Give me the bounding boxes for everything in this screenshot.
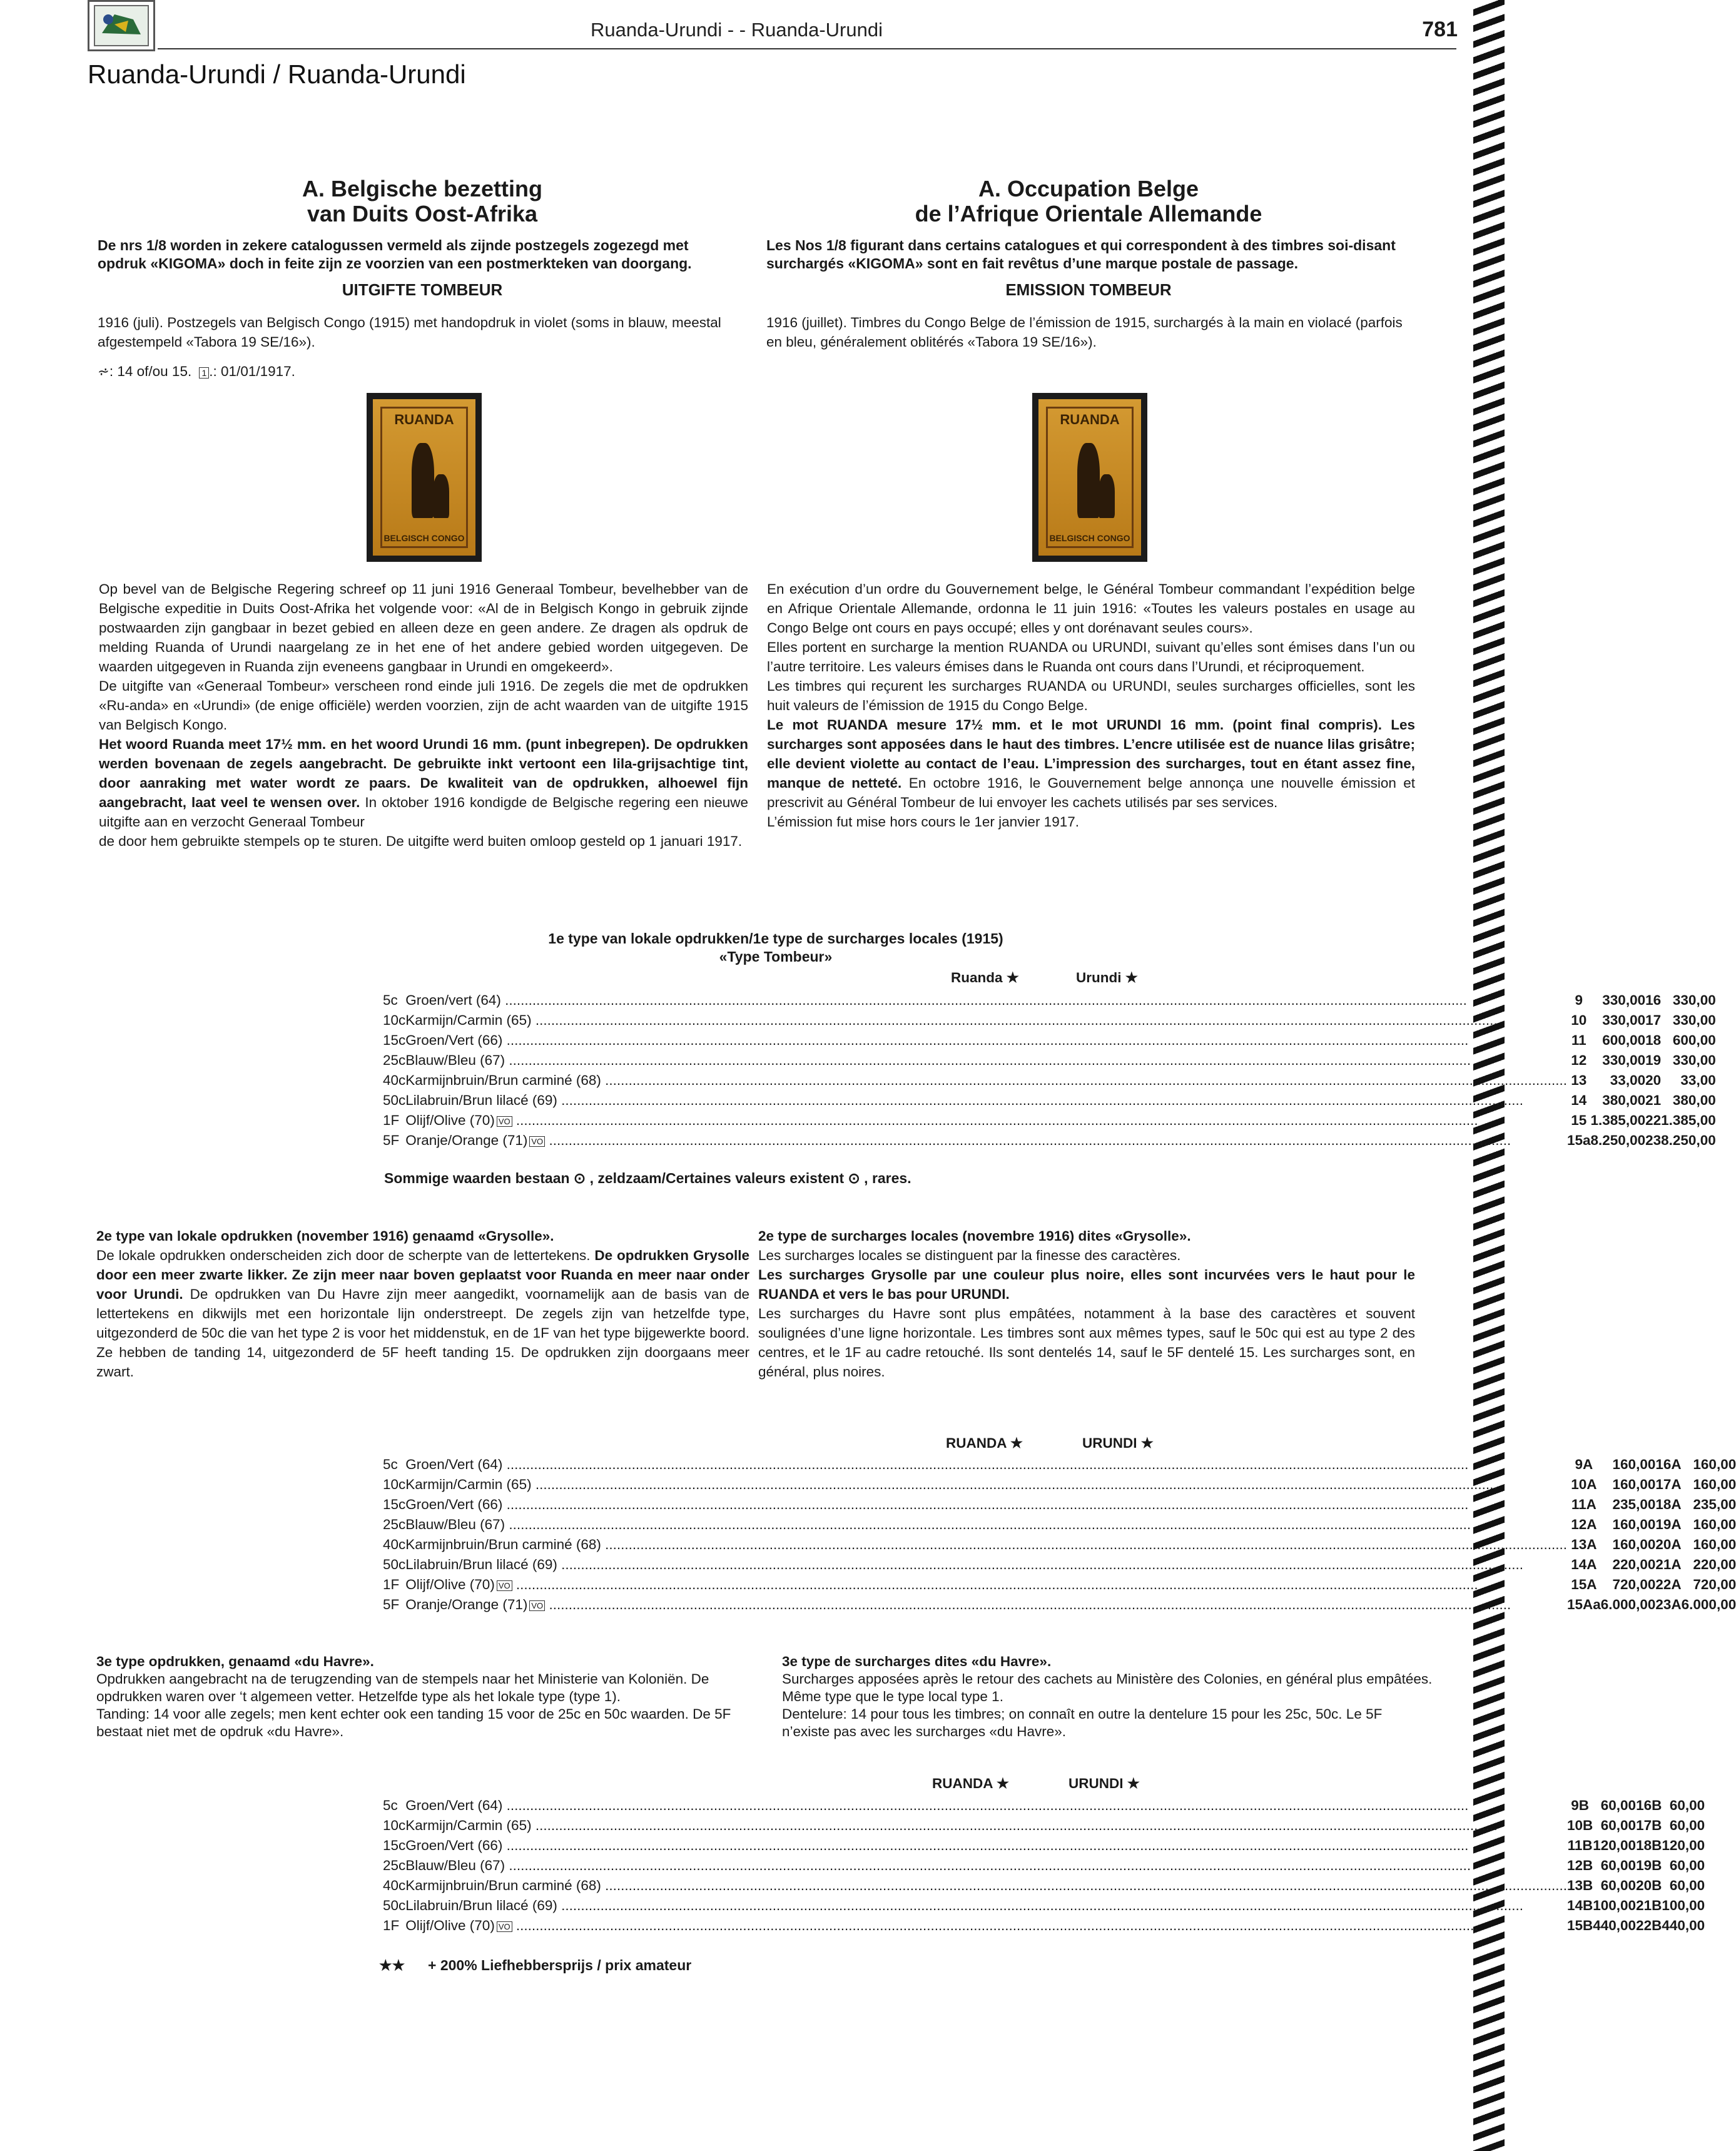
table-row [383, 1495, 1736, 1515]
stamp-color [405, 1515, 1567, 1535]
table-row [383, 1555, 1736, 1575]
type3-right-t2: Dentelure: 14 pour tous les timbres; on connaît en outre la dentelure 15 pour les 25c, 50c. Le 5F n’existe pas avec les surcharges «du Havre». [782, 1706, 1383, 1739]
stamp-color-label: Olijf/Olive (70) [405, 1577, 495, 1592]
ruanda-price: 220,00 [1612, 1557, 1656, 1572]
stamp-color [405, 1495, 1567, 1515]
urundi-price: 60,00 [1669, 1798, 1705, 1813]
right-body-p4-bold: Le mot RUANDA mesure 17½ mm. et le mot URUNDI 16 mm. (point final compris). Les surcharges sont apposées dans le haut des timbres. L’encre utilisée est de nuance lilas grisâtre; elle devient violette au contact de l’eau. L’impression des surcharges, tout en étant assez fine, manque de netteté. [767, 717, 1415, 791]
table-row [383, 1050, 1716, 1070]
type2-left-b1: De opdrukken Grysolle door een meer zwarte likker. Ze zijn meer naar boven geplaatst voor Ruanda en meer naar onder voor Urundi. [96, 1248, 749, 1302]
type2-right-title: 2e type de surcharges locales (novembre 1916) dites «Grysolle». [758, 1228, 1191, 1244]
ruanda-price: 600,00 [1602, 1032, 1646, 1048]
table-row [383, 1575, 1736, 1595]
urundi-price: 160,00 [1693, 1477, 1736, 1492]
table-row [383, 1131, 1716, 1151]
table-row [383, 1856, 1705, 1876]
stamp-color-name [405, 1477, 1567, 1493]
ruanda-number: 10B [1566, 1818, 1593, 1833]
ruanda-number: 10A [1571, 1477, 1597, 1492]
stamp-color-label: Groen/Vert (64) [405, 1798, 503, 1813]
ruanda-number: 15a [1566, 1132, 1591, 1148]
stamp-overprint: RUANDA [394, 412, 454, 427]
ruanda-number: 12B [1566, 1858, 1593, 1873]
urundi-price: 6.000,00 [1681, 1597, 1736, 1612]
stamp-color-label: Blauw/Bleu (67) [405, 1858, 505, 1873]
stamp-color [405, 1796, 1567, 1816]
denomination: 10c [383, 1477, 406, 1492]
table3-note: + 200% Liefhebbersprijs / prix amateur [428, 1957, 692, 1973]
left-heading-2: van Duits Oost-Afrika [307, 201, 538, 226]
table2 [383, 1455, 1736, 1615]
stamp-color-name [405, 1557, 1567, 1573]
stamp-color-name [405, 1878, 1567, 1894]
stamp-color [405, 1836, 1567, 1856]
right-intro: Les Nos 1/8 figurant dans certains catalogues et qui correspondent à des timbres soi-disant surchargés «KIGOMA» sont en fait revêtus d’une marque postale de passage. [766, 237, 1396, 272]
table1-note: Sommige waarden bestaan ⊙ , zeldzaam/Certaines valeurs existent ⊙ , rares. [384, 1170, 911, 1186]
right-issue-title: EMISSION TOMBEUR [1005, 280, 1172, 299]
type2-right-b1: Les surcharges Grysolle par une couleur plus noire, elles sont incurvées vers le haut pour le RUANDA et vers le bas pour URUNDI. [758, 1267, 1415, 1302]
urundi-price: 160,00 [1693, 1517, 1736, 1532]
urundi-number: 20B [1636, 1878, 1662, 1893]
ruanda-number: 15B [1566, 1918, 1593, 1933]
table1-subtitle: «Type Tombeur» [719, 948, 833, 965]
type2-left-text [96, 1246, 749, 1381]
stamp-image-left [367, 393, 482, 562]
left-issue-text: 1916 (juli). Postzegels van Belgisch Congo (1915) met handopdruk in violet (soms in blauw, meestal afgestempeld «Tabora 19 SE/16»). [98, 315, 721, 350]
type2-left-t1: De lokale opdrukken onderscheiden zich door de scherpte van de lettertekens. [96, 1248, 591, 1263]
stamp-color [405, 1816, 1567, 1836]
vo-badge: VO [497, 1921, 512, 1932]
stamp-color [405, 1050, 1567, 1070]
ruanda-number: 15 [1571, 1112, 1587, 1128]
right-body-p3: Les timbres qui reçurent les surcharges RUANDA ou URUNDI, seules surcharges officielles, sont les huit valeurs de l’émission de 1915 du Congo Belge. [767, 678, 1415, 713]
ruanda-number: 13A [1571, 1537, 1597, 1552]
stamp-color-label: Karmijn/Carmin (65) [405, 1818, 532, 1833]
stamp-color-name [405, 1052, 1567, 1069]
stamp-color-name [405, 992, 1567, 1009]
stamp-color-label: Groen/Vert (64) [405, 1457, 503, 1472]
stamp-color-label: Olijf/Olive (70) [405, 1918, 495, 1933]
urundi-number: 17 [1645, 1012, 1662, 1028]
urundi-price: 160,00 [1693, 1457, 1736, 1472]
ruanda-price: 160,00 [1612, 1457, 1656, 1472]
type3-left [96, 1653, 764, 1741]
right-heading-2: de l’Afrique Orientale Allemande [915, 201, 1262, 226]
ruanda-price: 160,00 [1612, 1477, 1656, 1492]
ruanda-price: 440,00 [1593, 1918, 1637, 1933]
perforation-icon: ⩫: [98, 364, 118, 379]
ruanda-price: 100,00 [1593, 1898, 1637, 1913]
left-body-p3-rest: In oktober 1916 kondigde de Belgische regering een nieuwe uitgifte aan en verzocht Generaal Tombeur [99, 795, 748, 830]
header-rule [158, 48, 1456, 49]
stamp-color-name [405, 1818, 1567, 1834]
denomination: 5c [383, 1798, 398, 1813]
stamp-color-name [405, 1457, 1567, 1473]
stamp-color-label: Groen/Vert (66) [405, 1838, 503, 1853]
stamp-color-name [405, 1517, 1567, 1533]
stamp-color [405, 1595, 1567, 1615]
ruanda-number: 11A [1571, 1497, 1596, 1512]
ruanda-number: 14B [1566, 1898, 1593, 1913]
stamp-color-name [405, 1537, 1567, 1553]
urundi-price: 100,00 [1662, 1898, 1705, 1913]
right-issue-text: 1916 (juillet). Timbres du Congo Belge de l’émission de 1915, surchargés à la main en violacé (parfois en bleu, généralement oblitérés «Tabora 19 SE/16»). [766, 315, 1403, 350]
ruanda-price: 160,00 [1612, 1517, 1656, 1532]
ruanda-number: 11B [1567, 1838, 1593, 1853]
ruanda-number: 13B [1566, 1878, 1593, 1893]
ruanda-price: 60,00 [1600, 1858, 1637, 1873]
stamp-color-label: Groen/vert (64) [405, 992, 501, 1008]
stamp-color [405, 1010, 1567, 1030]
stamp-color [405, 1070, 1567, 1091]
stamp-country: BELGISCH CONGO [1049, 533, 1130, 543]
left-heading-1: A. Belgische bezetting [302, 176, 543, 201]
ruanda-price: 33,00 [1610, 1072, 1646, 1088]
ruanda-price: 8.250,00 [1590, 1132, 1646, 1148]
urundi-price: 8.250,00 [1661, 1132, 1716, 1148]
ruanda-number: 15A [1571, 1577, 1597, 1592]
stamp-color-name [405, 1132, 1567, 1149]
urundi-price: 330,00 [1672, 1012, 1716, 1028]
page-title: Ruanda-Urundi / Ruanda-Urundi [88, 59, 466, 89]
type3-left-title: 3e type opdrukken, genaamd «du Havre». [96, 1654, 374, 1669]
urundi-number: 20 [1645, 1072, 1662, 1088]
stamp-color-label: Olijf/Olive (70) [405, 1112, 495, 1128]
ruanda-number: 14A [1571, 1557, 1597, 1572]
stamp-color [405, 1091, 1567, 1111]
table-row [383, 1595, 1736, 1615]
denomination: 25c [383, 1517, 406, 1532]
urundi-price: 600,00 [1672, 1032, 1716, 1048]
right-body-p4-rest: En octobre 1916, le Gouvernement belge annonça une nouvelle émission et prescrivit au Général Tombeur de lui envoyer les cachets utilisés par ses services. [767, 775, 1416, 810]
ruanda-price: 330,00 [1602, 992, 1646, 1008]
stamp-overprint: RUANDA [1060, 412, 1120, 427]
urundi-number: 23 [1645, 1132, 1662, 1148]
running-title: Ruanda-Urundi - - Ruanda-Urundi [591, 19, 883, 41]
ruanda-price: 60,00 [1600, 1798, 1637, 1813]
table2-col-urundi: URUNDI ★ [1082, 1435, 1154, 1451]
urundi-price: 120,00 [1662, 1838, 1705, 1853]
type3-left-t1: Opdrukken aangebracht na de terugzending van de stempels naar het Ministerie van Koloniën. De opdrukken waren over ‘t algemeen vetter. Hetzelfde type als het lokale type (type 1). [96, 1671, 709, 1704]
ruanda-number: 9B [1571, 1798, 1589, 1813]
left-body-p1: Op bevel van de Belgische Regering schreef op 11 juni 1916 Generaal Tombeur, bevelhebber van de Belgische expeditie in Duits Oost-Afrika het volgende voor: «Al de in Belgisch Kongo in gebruik zijnde postwaarden zijn gangbaar in bezet gebied en alleen deze en geen andere. Ze dragen als opdruk de melding Ruanda of Urundi naargelang ze in het ene of het andere gebied worden uitgegeven. De waarden uitgegeven in Ruanda zijn eveneens gangbaar in Urundi en omgekeerd». [99, 581, 748, 674]
table-row [383, 1070, 1716, 1091]
vo-badge: VO [497, 1116, 512, 1127]
urundi-number: 18A [1655, 1497, 1682, 1512]
denomination: 1F [383, 1577, 400, 1592]
vo-badge: VO [529, 1136, 545, 1147]
table-row [383, 1896, 1705, 1916]
ruanda-price: 330,00 [1602, 1012, 1646, 1028]
table-row [383, 1836, 1705, 1856]
urundi-number: 19B [1636, 1858, 1662, 1873]
stamp-color [405, 1030, 1567, 1050]
ruanda-price: 60,00 [1600, 1878, 1637, 1893]
ruanda-number: 9 [1575, 992, 1583, 1008]
denomination: 1F [383, 1918, 400, 1933]
table1 [383, 990, 1716, 1151]
stamp-color-name [405, 1012, 1567, 1029]
stamp-color-name [405, 1898, 1567, 1914]
denomination: 40c [383, 1072, 406, 1088]
ruanda-price: 160,00 [1612, 1537, 1656, 1552]
type2-right-t1: Les surcharges locales se distinguent par la finesse des caractères. [758, 1248, 1181, 1263]
stamp-color-name [405, 1497, 1567, 1513]
table3-note-star: ★★ [379, 1957, 405, 1973]
stamp-color-label: Karmijnbruin/Brun carminé (68) [405, 1072, 601, 1088]
stamp-color-label: Blauw/Bleu (67) [405, 1517, 505, 1532]
urundi-number: 21 [1645, 1092, 1662, 1108]
ruanda-number: 14 [1571, 1092, 1587, 1108]
denomination: 50c [383, 1898, 406, 1913]
denomination: 5c [383, 1457, 398, 1472]
urundi-price: 235,00 [1693, 1497, 1736, 1512]
table-row [383, 1876, 1705, 1896]
urundi-number: 23A [1655, 1597, 1682, 1612]
table-row [383, 1916, 1705, 1936]
ruanda-price: 330,00 [1602, 1052, 1646, 1068]
stamp-color [405, 1111, 1567, 1131]
table-row [383, 1796, 1705, 1816]
table3-col-ruanda: RUANDA ★ [932, 1776, 1010, 1791]
urundi-price: 60,00 [1669, 1858, 1705, 1873]
urundi-number: 16A [1655, 1457, 1682, 1472]
stamp-color [405, 990, 1567, 1010]
table-row [383, 1535, 1736, 1555]
ruanda-number: 12 [1571, 1052, 1587, 1068]
stamp-color [405, 1555, 1567, 1575]
urundi-price: 160,00 [1693, 1537, 1736, 1552]
urundi-price: 60,00 [1669, 1818, 1705, 1833]
table-row [383, 1515, 1736, 1535]
left-body-p2: De uitgifte van «Generaal Tombeur» verscheen rond einde juli 1916. De zegels die met de opdrukken «Ru-anda» en «Urundi» (de enige officiële) werden voorzien, zijn de acht waarden van de uitgifte 1915 van Belgisch Kongo. [99, 678, 748, 733]
type3-left-t2: Tanding: 14 voor alle zegels; men kent echter ook een tanding 15 voor de 25c en 50c waarden. De 5F bestaat niet met de opdruk «du Havre». [96, 1706, 731, 1739]
ruanda-number: 9A [1575, 1457, 1593, 1472]
urundi-number: 18 [1645, 1032, 1662, 1048]
table-row [383, 990, 1716, 1010]
type2-left-t2: De opdrukken van Du Havre zijn meer aangedikt, voornamelijk aan de basis van de lettertekens en dikwijls met een horizontale lijn onderstreept. De zegels zijn van hetzelfde type, uitgezonderd de 50c die van het type 2 is voor het middenstuk, en de 1F van het type bijgewerkte boord. Ze hebben de tanding 14, uitgezonderd de 5F heeft tanding 15. De opdrukken zijn doorgaans meer zwart. [96, 1286, 750, 1380]
left-perf-line [98, 362, 295, 381]
stamp-image-right [1032, 393, 1147, 562]
stamp-color-label: Karmijn/Carmin (65) [405, 1012, 532, 1028]
ruanda-price: 720,00 [1612, 1577, 1656, 1592]
denomination: 40c [383, 1878, 406, 1893]
urundi-number: 17A [1655, 1477, 1682, 1492]
right-body-p2: Elles portent en surcharge la mention RUANDA ou URUNDI, suivant qu’elles sont émises dans l’un ou l’autre territoire. Les valeurs émises dans le Ruanda ont cours dans l’Urundi, et réciproquement. [767, 639, 1415, 674]
stamp-color-name [405, 1032, 1567, 1049]
ruanda-number: 12A [1571, 1517, 1597, 1532]
left-issue-title: UITGIFTE TOMBEUR [342, 280, 503, 299]
ruanda-number: 10 [1571, 1012, 1587, 1028]
denomination: 25c [383, 1858, 406, 1873]
stamp-color-label: Oranje/Orange (71) [405, 1132, 528, 1148]
ruanda-price: 120,00 [1593, 1838, 1637, 1853]
denomination: 25c [383, 1052, 406, 1068]
table-row [383, 1475, 1736, 1495]
ruanda-number: 13 [1571, 1072, 1587, 1088]
stamp-country: BELGISCH CONGO [383, 533, 465, 543]
stamp-color [405, 1876, 1567, 1896]
urundi-price: 60,00 [1669, 1878, 1705, 1893]
table3-col-urundi: URUNDI ★ [1069, 1776, 1140, 1791]
ruanda-price: 6.000,00 [1600, 1597, 1656, 1612]
stamp-color [405, 1896, 1567, 1916]
stamp-color [405, 1475, 1567, 1495]
urundi-number: 22A [1655, 1577, 1682, 1592]
urundi-number: 20A [1655, 1537, 1682, 1552]
urundi-price: 330,00 [1672, 1052, 1716, 1068]
vo-badge: VO [529, 1600, 545, 1611]
type3-right-title: 3e type de surcharges dites «du Havre». [782, 1654, 1052, 1669]
stamp-color-label: Lilabruin/Brun lilacé (69) [405, 1898, 557, 1913]
table3 [383, 1796, 1705, 1936]
stamp-color [405, 1535, 1567, 1555]
ruanda-price: 380,00 [1602, 1092, 1646, 1108]
urundi-number: 22B [1636, 1918, 1662, 1933]
ruanda-price: 235,00 [1612, 1497, 1656, 1512]
urundi-number: 16 [1645, 992, 1662, 1008]
stamp-color-name [405, 1577, 1567, 1593]
denomination: 50c [383, 1557, 406, 1572]
stamp-color-name [405, 1858, 1567, 1874]
left-body-p3-bold: Het woord Ruanda meet 17½ mm. en het woord Urundi 16 mm. (punt inbegrepen). De opdrukken werden bovenaan de zegels aangebracht. De gebruikte inkt vertoont een lila-grijsachtige tint, door aanraking met water wordt ze paars. De kwaliteit van de opdrukken, alhoewel fijn aangebracht, laat veel te wensen over. [99, 736, 748, 810]
denomination: 15c [383, 1497, 406, 1512]
denomination: 10c [383, 1818, 406, 1833]
stamp-color-name [405, 1597, 1567, 1613]
denomination: 40c [383, 1537, 406, 1552]
type2-right [758, 1226, 1415, 1381]
stamp-color-name [405, 1092, 1567, 1109]
stamp-color-label: Oranje/Orange (71) [405, 1597, 528, 1612]
ruanda-number: 11 [1571, 1032, 1586, 1048]
left-intro: De nrs 1/8 worden in zekere catalogussen vermeld als zijnde postzegels zogezegd met opdruk «KIGOMA» doch in feite zijn ze voorzien van een postmerkteken van doorgang. [98, 237, 692, 272]
vo-badge: VO [497, 1580, 512, 1591]
type3-right [782, 1653, 1433, 1741]
left-body-p4: de door hem gebruikte stempels op te sturen. De uitgifte werd buiten omloop gesteld op 1 januari 1917. [99, 833, 743, 849]
table-row [383, 1010, 1716, 1030]
perforation-text: 14 of/ou 15. [117, 364, 192, 379]
urundi-number: 21B [1636, 1898, 1662, 1913]
table1-col-urundi: Urundi ★ [1076, 970, 1138, 985]
ruanda-price: 60,00 [1600, 1818, 1637, 1833]
urundi-number: 18B [1636, 1838, 1662, 1853]
right-body-p5: L’émission fut mise hors cours le 1er janvier 1917. [767, 814, 1079, 830]
stamp-color [405, 1856, 1567, 1876]
out-of-date-text: .: 01/01/1917. [209, 364, 295, 379]
denomination: 15c [383, 1032, 406, 1048]
stamp-color-label: Karmijn/Carmin (65) [405, 1477, 532, 1492]
type2-right-t2: Les surcharges du Havre sont plus empâtées, notamment à la base des caractères et souvent soulignées d’une ligne horizontale. Les timbres sont aux mêmes types, sauf le 50c qui est au type 2 des centres, et le 1F au cadre retouché. Ils sont dentelés 14, sauf le 5F dentelé 15. Les surcharges sont, en général, plus noires. [758, 1306, 1415, 1380]
stamp-color-name [405, 1112, 1567, 1129]
type3-right-t1: Surcharges apposées après le retour des cachets au Ministère des Colonies, en général plus empâtées. Même type que le type local type 1. [782, 1671, 1433, 1704]
table1-title: 1e type van lokale opdrukken/1e type de surcharges locales (1915) [548, 930, 1003, 947]
stamp-color-label: Karmijnbruin/Brun carminé (68) [405, 1537, 601, 1552]
table-row [383, 1816, 1705, 1836]
type2-left [96, 1226, 749, 1381]
table-row [383, 1455, 1736, 1475]
urundi-price: 220,00 [1693, 1557, 1736, 1572]
left-body-p3 [99, 735, 748, 831]
type2-left-title: 2e type van lokale opdrukken (november 1916) genaamd «Grysolle». [96, 1228, 554, 1244]
urundi-price: 33,00 [1680, 1072, 1716, 1088]
urundi-price: 720,00 [1693, 1577, 1736, 1592]
stamp-color-label: Lilabruin/Brun lilacé (69) [405, 1557, 557, 1572]
stamp-color [405, 1131, 1567, 1151]
urundi-number: 19A [1655, 1517, 1682, 1532]
urundi-number: 16B [1636, 1798, 1662, 1813]
urundi-price: 330,00 [1672, 992, 1716, 1008]
stamp-color [405, 1575, 1567, 1595]
urundi-price: 1.385,00 [1661, 1112, 1716, 1128]
urundi-number: 22 [1645, 1112, 1662, 1128]
table1-col-ruanda: Ruanda ★ [951, 970, 1019, 985]
table-row [383, 1111, 1716, 1131]
right-body-p4 [767, 715, 1415, 812]
denomination: 15c [383, 1838, 406, 1853]
denomination: 1F [383, 1112, 400, 1128]
denomination: 5c [383, 992, 398, 1008]
stamp-color-label: Groen/Vert (66) [405, 1032, 503, 1048]
right-body-p1: En exécution d’un ordre du Gouvernement belge, le Général Tombeur commandant l’expédition belge en Afrique Orientale Allemande, ordonna le 11 juin 1916: «Toutes les valeurs postales en usage au Congo Belge ont cours en pays occupé; elles y ont dorénavant seules cours». [767, 581, 1415, 636]
denomination: 10c [383, 1012, 406, 1028]
stamp-color [405, 1455, 1567, 1475]
stamp-color-label: Lilabruin/Brun lilacé (69) [405, 1092, 557, 1108]
stamp-color [405, 1916, 1567, 1936]
stamp-color-name [405, 1918, 1567, 1934]
urundi-number: 17B [1636, 1818, 1662, 1833]
denomination: 50c [383, 1092, 406, 1108]
ruanda-number: 15Aa [1566, 1597, 1601, 1612]
ruanda-price: 1.385,00 [1590, 1112, 1646, 1128]
right-heading-1: A. Occupation Belge [978, 176, 1199, 201]
table-row [383, 1091, 1716, 1111]
stamp-color-name [405, 1798, 1567, 1814]
right-body [767, 579, 1415, 831]
urundi-price: 440,00 [1662, 1918, 1705, 1933]
page-number: 781 [1422, 18, 1458, 41]
stamp-color-label: Karmijnbruin/Brun carminé (68) [405, 1878, 601, 1893]
stamp-color-label: Groen/Vert (66) [405, 1497, 503, 1512]
stamp-color-name [405, 1072, 1567, 1089]
table2-col-ruanda: RUANDA ★ [946, 1435, 1023, 1451]
left-body [99, 579, 748, 851]
urundi-number: 21A [1655, 1557, 1682, 1572]
table-row [383, 1030, 1716, 1050]
urundi-price: 380,00 [1672, 1092, 1716, 1108]
denomination: 5F [383, 1597, 400, 1612]
calendar-icon: 1 [199, 367, 209, 379]
denomination: 5F [383, 1132, 400, 1148]
stamp-color-label: Blauw/Bleu (67) [405, 1052, 505, 1068]
stamp-color-name [405, 1838, 1567, 1854]
urundi-number: 19 [1645, 1052, 1662, 1068]
